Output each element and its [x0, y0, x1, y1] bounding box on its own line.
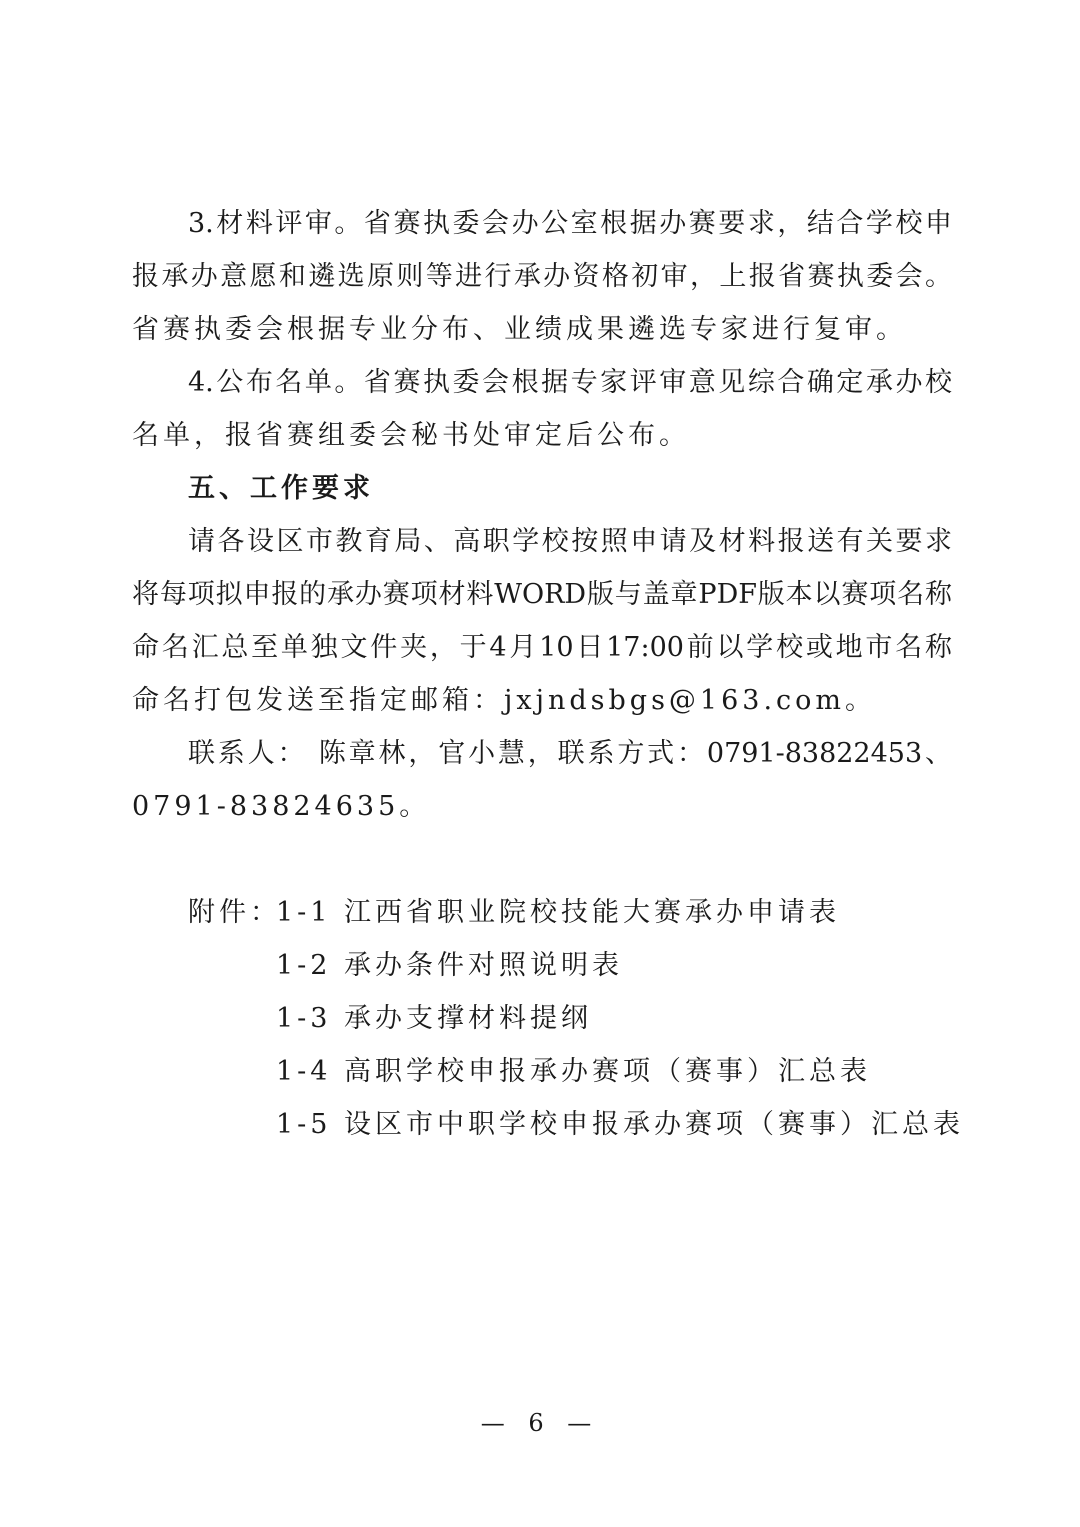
requirements-line-4: 命名打包发送至指定邮箱：jxjndsbgs@163.com。 — [132, 685, 877, 716]
requirements-line-3: 命名汇总至单独文件夹，于4月10日17:00前以学校或地市名称 — [132, 632, 952, 663]
paragraph-3-line-2: 报承办意愿和遴选原则等进行承办资格初审，上报省赛执委会。 — [132, 261, 952, 292]
attachment-item: 1-2 承办条件对照说明表 — [276, 950, 624, 981]
requirements-line-2: 将每项拟申报的承办赛项材料WORD版与盖章PDF版本以赛项名称 — [132, 579, 952, 610]
requirements-line-1: 请各设区市教育局、高职学校按照申请及材料报送有关要求 — [188, 526, 952, 557]
contact-line-2: 0791-83824635。 — [132, 791, 431, 822]
page-number: — 6 — — [480, 1409, 600, 1437]
attachments-label: 附件： — [188, 897, 281, 928]
paragraph-3-line-1: 3.材料评审。省赛执委会办公室根据办赛要求，结合学校申 — [188, 208, 952, 239]
attachment-item: 1-4 高职学校申报承办赛项（赛事）汇总表 — [276, 1056, 872, 1087]
paragraph-4-line-1: 4.公布名单。省赛执委会根据专家评审意见综合确定承办校 — [188, 367, 952, 398]
paragraph-3-line-3: 省赛执委会根据专业分布、业绩成果遴选专家进行复审。 — [132, 314, 907, 345]
attachment-item: 1-3 承办支撑材料提纲 — [276, 1003, 593, 1034]
section-heading-work-requirements: 五、工作要求 — [188, 473, 374, 504]
paragraph-4-line-2: 名单，报省赛组委会秘书处审定后公布。 — [132, 420, 690, 451]
attachment-item: 1-1 江西省职业院校技能大赛承办申请表 — [276, 897, 841, 928]
contact-line-1: 联系人： 陈章林，官小慧，联系方式：0791-83822453、 — [188, 738, 952, 769]
attachment-item: 1-5 设区市中职学校申报承办赛项（赛事）汇总表 — [276, 1109, 965, 1140]
